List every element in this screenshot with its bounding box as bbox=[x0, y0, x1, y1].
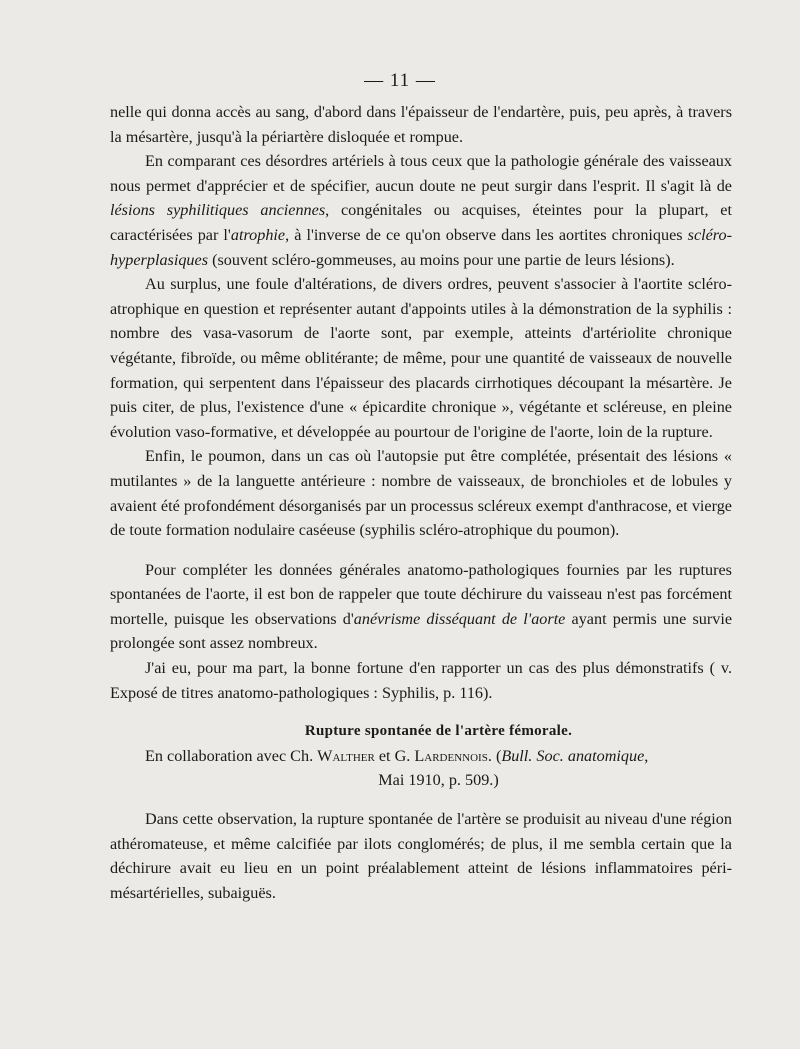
paragraph-gap-2 bbox=[110, 793, 732, 807]
paragraph-gap bbox=[110, 543, 732, 558]
emphasis-sclero-hyperplasiques: scléro-hyperplasiques bbox=[110, 225, 732, 269]
paragraph-7: Dans cette observation, la rupture spontanée de l'artère se produisit au niveau d'une région athéromateuse, et même calcifiée par ilots conglomérés; de plus, il me sembla certain que la déchirure avait eu lieu en un point préalablement atteint de lésions inflammatoires péri-mésartérielles, subaiguës. bbox=[110, 810, 732, 902]
journal-reference: Bull. Soc. anatomique bbox=[501, 746, 645, 765]
emphasis-atrophie: atrophie bbox=[230, 225, 286, 244]
paragraph-4: Enfin, le poumon, dans un cas où l'autopsie put être complétée, présentait des lésions « mutilantes » de la languette antérieure : nombre de vaisseaux, de bronchioles et de lobules y avaient été profondément désorganisés par un processus scléreux exempt d'anthracose, et vierge de toute formation nodulaire caséeuse (syphilis scléro-atrophique du poumon). bbox=[110, 447, 732, 540]
paragraph-5 bbox=[110, 558, 732, 656]
emphasis-anevrisme: anévrisme disséquant de l'aorte bbox=[353, 609, 566, 628]
emphasis-lesions-syphilitiques: lésions syphilitiques anciennes bbox=[110, 201, 326, 220]
collab-mid: et G. bbox=[374, 746, 415, 765]
paragraph-2 bbox=[110, 149, 732, 272]
paragraph-1: nelle qui donna accès au sang, d'abord dans l'épaisseur de l'endartère, puis, peu après, à travers la mésartère, jusqu'à la périartère disloquée et rompue. bbox=[110, 103, 732, 146]
author-lardennois: Lardennois bbox=[414, 746, 488, 765]
section-gap bbox=[110, 705, 732, 719]
collab-prefix: En collaboration avec Ch. bbox=[145, 746, 318, 765]
collab-sep: . ( bbox=[487, 746, 502, 765]
paragraph-3: Au surplus, une foule d'altérations, de divers ordres, peuvent s'associer à l'aortite scléro-atrophique en question et représenter autant d'appoints utiles à la démonstration de la syphilis : nombre des vasa-vasorum de l'aorte sont, par exemple, atteints d'artériolite chronique végétante, fibroïde, ou même oblitérante; de même, pour une quantité de vaisseaux de nouvelle formation, qui serpentent dans l'épaisseur des placards cirrhotiques découpant la mésartère. Je puis citer, de plus, l'existence d'une « épicardite chronique », végétante et scléreuse, en pleine évolution vaso-formative, et développée au pourtour de l'origine de l'aorte, loin de la rupture. bbox=[110, 275, 732, 441]
paragraph-2-text-a: En comparant ces désordres artériels à tous ceux que la pathologie générale des vaisseaux nous permet d'apprécier et de spécifier, aucun doute ne peut surgir dans l'esprit. Il s'agit là de bbox=[110, 152, 732, 195]
publication-date: Mai 1910, p. 509.) bbox=[378, 771, 499, 790]
collaboration-line bbox=[110, 744, 732, 769]
author-walther: Walther bbox=[317, 746, 375, 765]
body-text bbox=[110, 100, 732, 905]
collab-end: , bbox=[644, 746, 649, 765]
paragraph-5-text-b: ayant permis une survie prolongée sont assez nombreux. bbox=[110, 609, 733, 653]
paragraph-2-text-d: (souvent scléro-gommeuses, au moins pour une partie de leurs lésions). bbox=[208, 250, 675, 269]
paragraph-5-text-a: Pour compléter les données générales anatomo-pathologiques fournies par les ruptures spontanées de l'aorte, il est bon de rappeler que toute déchirure du vaisseau n'est pas forcément mortelle, puisque les observations d' bbox=[110, 560, 732, 628]
section-title: Rupture spontanée de l'artère fémorale. bbox=[304, 723, 573, 740]
page-number: — 11 — bbox=[364, 70, 436, 91]
paragraph-2-text-c: , à l'inverse de ce qu'on observe dans les aortites chroniques bbox=[285, 225, 688, 244]
paragraph-6: J'ai eu, pour ma part, la bonne fortune d'en rapporter un cas des plus démonstratifs ( v. Exposé de titres anatomo-pathologiques : Syphilis, p. 116). bbox=[110, 659, 732, 702]
paragraph-2-text-b: , congénitales ou acquises, éteintes pour la plupart, et caractérisées par l' bbox=[110, 201, 732, 244]
